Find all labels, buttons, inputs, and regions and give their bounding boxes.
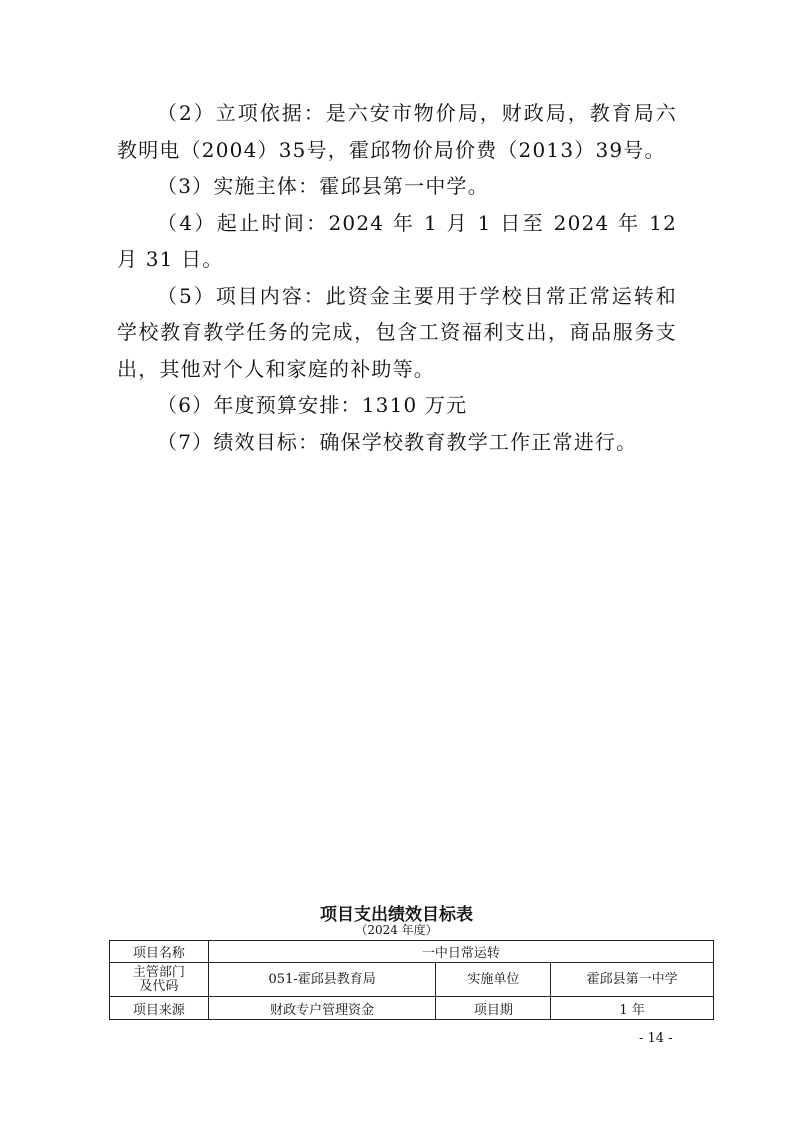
- paragraph-period: （4）起止时间：2024 年 1 月 1 日至 2024 年 12 月 31 日。: [117, 210, 677, 271]
- source-label: 项目来源: [110, 997, 209, 1020]
- performance-table: [109, 940, 714, 1020]
- table-year: （2024 年度）: [355, 923, 438, 937]
- table-row: [110, 997, 714, 1020]
- table-title: 项目支出绩效目标表: [320, 905, 473, 925]
- page-number: - 14 -: [639, 1031, 673, 1046]
- paragraph-budget: （6）年度预算安排：1310 万元: [157, 393, 468, 417]
- paragraph-content: （5）项目内容：此资金主要用于学校日常正常运转和学校教育教学任务的完成，包含工资福利支出，商品服务支出，其他对个人和家庭的补助等。: [117, 283, 677, 381]
- dept-value: 051-霍邱县教育局: [208, 963, 436, 997]
- dept-label-line1: 主管部门: [132, 964, 185, 980]
- source-value: 财政专户管理资金: [208, 997, 436, 1020]
- paragraph-entity: （3）实施主体：霍邱县第一中学。: [157, 174, 489, 198]
- paragraph-goal: （7）绩效目标：确保学校教育教学工作正常进行。: [157, 429, 638, 454]
- period-value: 1 年: [551, 997, 714, 1020]
- body-text: [117, 95, 677, 460]
- period-label: 项目期: [436, 997, 551, 1020]
- project-name-label: 项目名称: [110, 941, 209, 963]
- table-row: [110, 963, 714, 997]
- dept-label-line2: 及代码: [139, 978, 179, 994]
- table-row: [110, 941, 714, 963]
- project-name-value: 一中日常运转: [208, 941, 713, 963]
- unit-value: 霍邱县第一中学: [551, 963, 714, 997]
- dept-label: [110, 963, 209, 997]
- paragraph-basis: （2）立项依据：是六安市物价局，财政局，教育局六教明电（2004）35号，霍邱物价局价费（2013）39号。: [117, 101, 677, 162]
- unit-label: 实施单位: [436, 963, 551, 997]
